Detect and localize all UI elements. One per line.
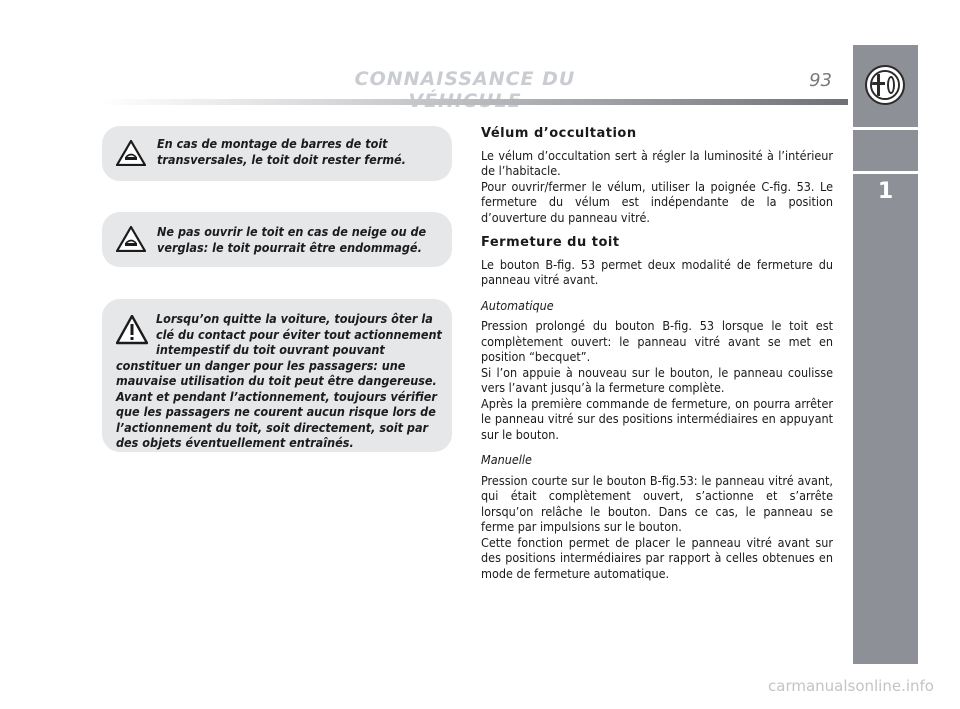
warning-triangle-exclamation-icon (116, 315, 148, 345)
warning-box-key-removal (102, 299, 452, 452)
paragraph: Pression prolongé du bouton B-fig. 53 lorsque le toit est complètement ouvert: le panneau vitré avant se met en position “becquet”. (481, 318, 833, 364)
paragraph: Le bouton B-fig. 53 permet deux modalité de fermeture du panneau vitré avant. (481, 256, 833, 287)
paragraph: Après la première commande de fermeture, on pourra arrêter le panneau vitré sur des positions intermédiaires en appuyant sur le bouton. (481, 395, 833, 442)
header-rule (100, 99, 848, 105)
warning-text: Ne pas ouvrir le toit en cas de neige ou de verglas: le toit pourrait être endommagé. (157, 224, 427, 255)
warning-box-roof-bars (102, 126, 452, 181)
subheading-automatique: Automatique (481, 297, 554, 313)
running-header-title: CONNAISSANCE DU (354, 68, 576, 90)
warning-text: Lorsqu’on quitte la voiture, toujours ôter la clé du contact pour éviter tout actionnement intempestif du toit ouvrant pouvant constituer un danger pour les passagers: une mauvaise utilisation du toit peut être dangereuse. Avant et pendant l’actionnement, toujours vérifier que les passagers ne courent aucun risque lors de l’actionnement du toit, soit directement, soit par des objets éventuellement entraînés. (116, 311, 442, 450)
chapter-side-tab (853, 45, 918, 664)
tab-separator (853, 171, 918, 174)
main-text-column (481, 126, 833, 581)
paragraph: Cette fonction permet de placer le panneau vitré avant sur des positions intermédiaires par rapport à celles obtenues en mode de fermeture automatique. (481, 534, 833, 581)
tab-separator (853, 127, 918, 130)
site-watermark: carmanualsonline.info (768, 677, 934, 695)
warning-box-snow-ice (102, 212, 452, 267)
warning-triangle-roof-icon (116, 226, 146, 252)
paragraph: Le vélum d’occultation sert à régler la luminosité à l’intérieur de l’habitacle. (481, 147, 833, 178)
paragraph: Si l’on appuie à nouveau sur le bouton, le panneau coulisse vers l’avant jusqu’à la fermeture complète. (481, 364, 833, 395)
section-heading-velum: Vélum d’occultation (481, 126, 637, 141)
paragraph: Pression courte sur le bouton B-fig.53: le panneau vitré avant, qui était complètement ouvert, s’actionne et s’arrête lorsqu’on relâche le bouton. Dans ce cas, le panneau se ferme par impulsions sur le bouton. (481, 472, 833, 534)
chapter-number: 1 (877, 179, 894, 204)
paragraph: Pour ouvrir/fermer le vélum, utiliser la poignée C-fig. 53. Le fermeture du vélum est indépendante de la position d’ouverture du panneau vitré. (481, 178, 833, 225)
warning-triangle-roof-icon (116, 140, 146, 166)
alfa-romeo-logo-icon (865, 65, 905, 105)
page-number: 93 (809, 70, 832, 91)
subheading-manuelle: Manuelle (481, 452, 532, 467)
section-heading-fermeture: Fermeture du toit (481, 235, 620, 250)
warning-text: En cas de montage de barres de toit transversales, le toit doit rester fermé. (157, 136, 406, 167)
